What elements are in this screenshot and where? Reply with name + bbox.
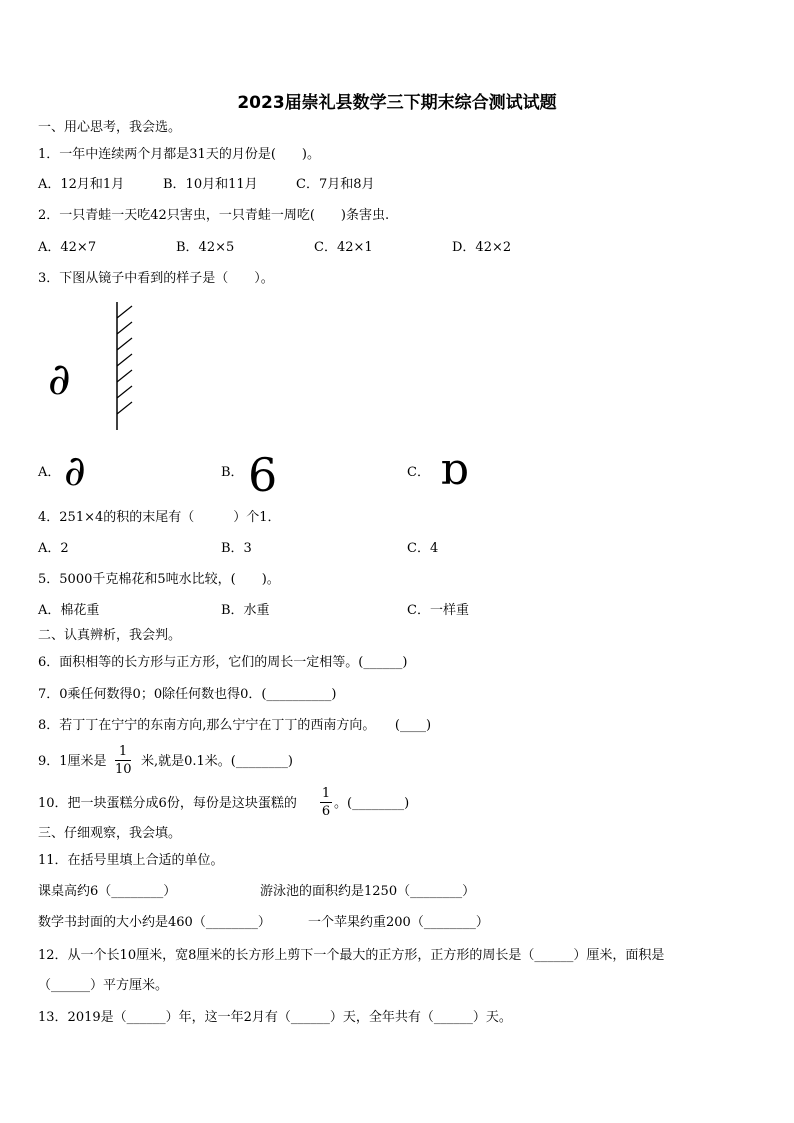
question-11-item-apple: 一个苹果约重200（________） bbox=[308, 915, 489, 930]
question-8: 8．若丁丁在宁宁的东南方向,那么宁宁在丁丁的西南方向。 (____) bbox=[38, 718, 432, 733]
question-10-numerator: 1 bbox=[321, 786, 331, 801]
question-10-suffix: 。(________) bbox=[334, 796, 410, 811]
question-6: 6．面积相等的长方形与正方形，它们的周长一定相等。(______) bbox=[38, 655, 408, 670]
question-11-item-book: 数学书封面的大小约是460（________） bbox=[38, 915, 271, 930]
mirror-icon bbox=[110, 300, 140, 432]
question-5-option-b: B．水重 bbox=[221, 603, 270, 618]
question-3-option-c-label: C． bbox=[407, 465, 430, 480]
question-2-option-b: B．42×5 bbox=[176, 240, 235, 255]
question-3-option-a-label: A． bbox=[38, 465, 61, 480]
question-2-option-a: A．42×7 bbox=[38, 240, 97, 255]
question-9-numerator: 1 bbox=[118, 744, 128, 759]
figure-symbol: ∂ bbox=[48, 354, 71, 405]
question-4-option-c: C．4 bbox=[407, 541, 439, 556]
question-2-stem: 2．一只青蛙一天吃42只害虫，一只青蛙一周吃( )条害虫. bbox=[38, 208, 390, 223]
question-1-stem: 1．一年中连续两个月都是31天的月份是( )。 bbox=[38, 147, 320, 162]
question-3-option-b-symbol: 6 bbox=[248, 448, 278, 502]
section-heading-judge: 二、认真辨析，我会判。 bbox=[38, 628, 182, 643]
question-4-stem: 4．251×4的积的末尾有（ ）个1． bbox=[38, 510, 281, 525]
question-9-suffix: 米,就是0.1米。(________) bbox=[141, 754, 293, 769]
question-10-fraction bbox=[320, 786, 332, 819]
question-10-denominator: 6 bbox=[321, 804, 331, 819]
question-1-option-c: C．7月和8月 bbox=[296, 177, 375, 192]
page-title: 2023届崇礼县数学三下期末综合测试试题 bbox=[237, 93, 557, 113]
question-12-line-1: 12．从一个长10厘米，宽8厘米的长方形上剪下一个最大的正方形，正方形的周长是（______）厘米，面积是 bbox=[38, 948, 665, 963]
question-3-option-b-label: B． bbox=[221, 465, 244, 480]
question-1-option-a: A．12月和1月 bbox=[38, 177, 125, 192]
question-9-fraction bbox=[115, 744, 131, 777]
question-5-stem: 5．5000千克棉花和5吨水比较，( )。 bbox=[38, 572, 280, 587]
question-2-option-d: D．42×2 bbox=[452, 240, 512, 255]
question-3-stem: 3．下图从镜子中看到的样子是（ ）。 bbox=[38, 271, 274, 286]
section-heading-choose: 一、用心思考，我会选。 bbox=[38, 120, 182, 135]
question-5-option-c: C．一样重 bbox=[407, 603, 469, 618]
question-9-denominator: 10 bbox=[115, 762, 132, 777]
question-11-item-pool: 游泳池的面积约是1250（________） bbox=[260, 884, 476, 899]
question-4-option-b: B．3 bbox=[221, 541, 252, 556]
question-3-option-a-symbol: ∂ bbox=[64, 446, 86, 495]
question-7: 7．0乘任何数得0；0除任何数也得0．(__________) bbox=[38, 687, 337, 702]
question-11-item-desk: 课桌高约6（________） bbox=[38, 884, 177, 899]
question-1-option-b: B．10月和11月 bbox=[163, 177, 258, 192]
section-heading-fill: 三、仔细观察，我会填。 bbox=[38, 826, 182, 841]
question-2-option-c: C．42×1 bbox=[314, 240, 373, 255]
question-11-stem: 11．在括号里填上合适的单位。 bbox=[38, 853, 224, 868]
question-4-option-a: A．2 bbox=[38, 541, 69, 556]
question-13: 13．2019是（______）年，这一年2月有（______）天，全年共有（______）天。 bbox=[38, 1010, 512, 1025]
fraction-bar bbox=[115, 760, 131, 761]
question-3-option-c-symbol: ɒ bbox=[440, 444, 469, 495]
question-9-prefix: 9．1厘米是 bbox=[38, 754, 107, 769]
fraction-bar bbox=[320, 802, 332, 803]
question-10-prefix: 10．把一块蛋糕分成6份，每份是这块蛋糕的 bbox=[38, 796, 297, 811]
question-12-line-2: （______）平方厘米。 bbox=[38, 978, 169, 993]
question-5-option-a: A．棉花重 bbox=[38, 603, 100, 618]
